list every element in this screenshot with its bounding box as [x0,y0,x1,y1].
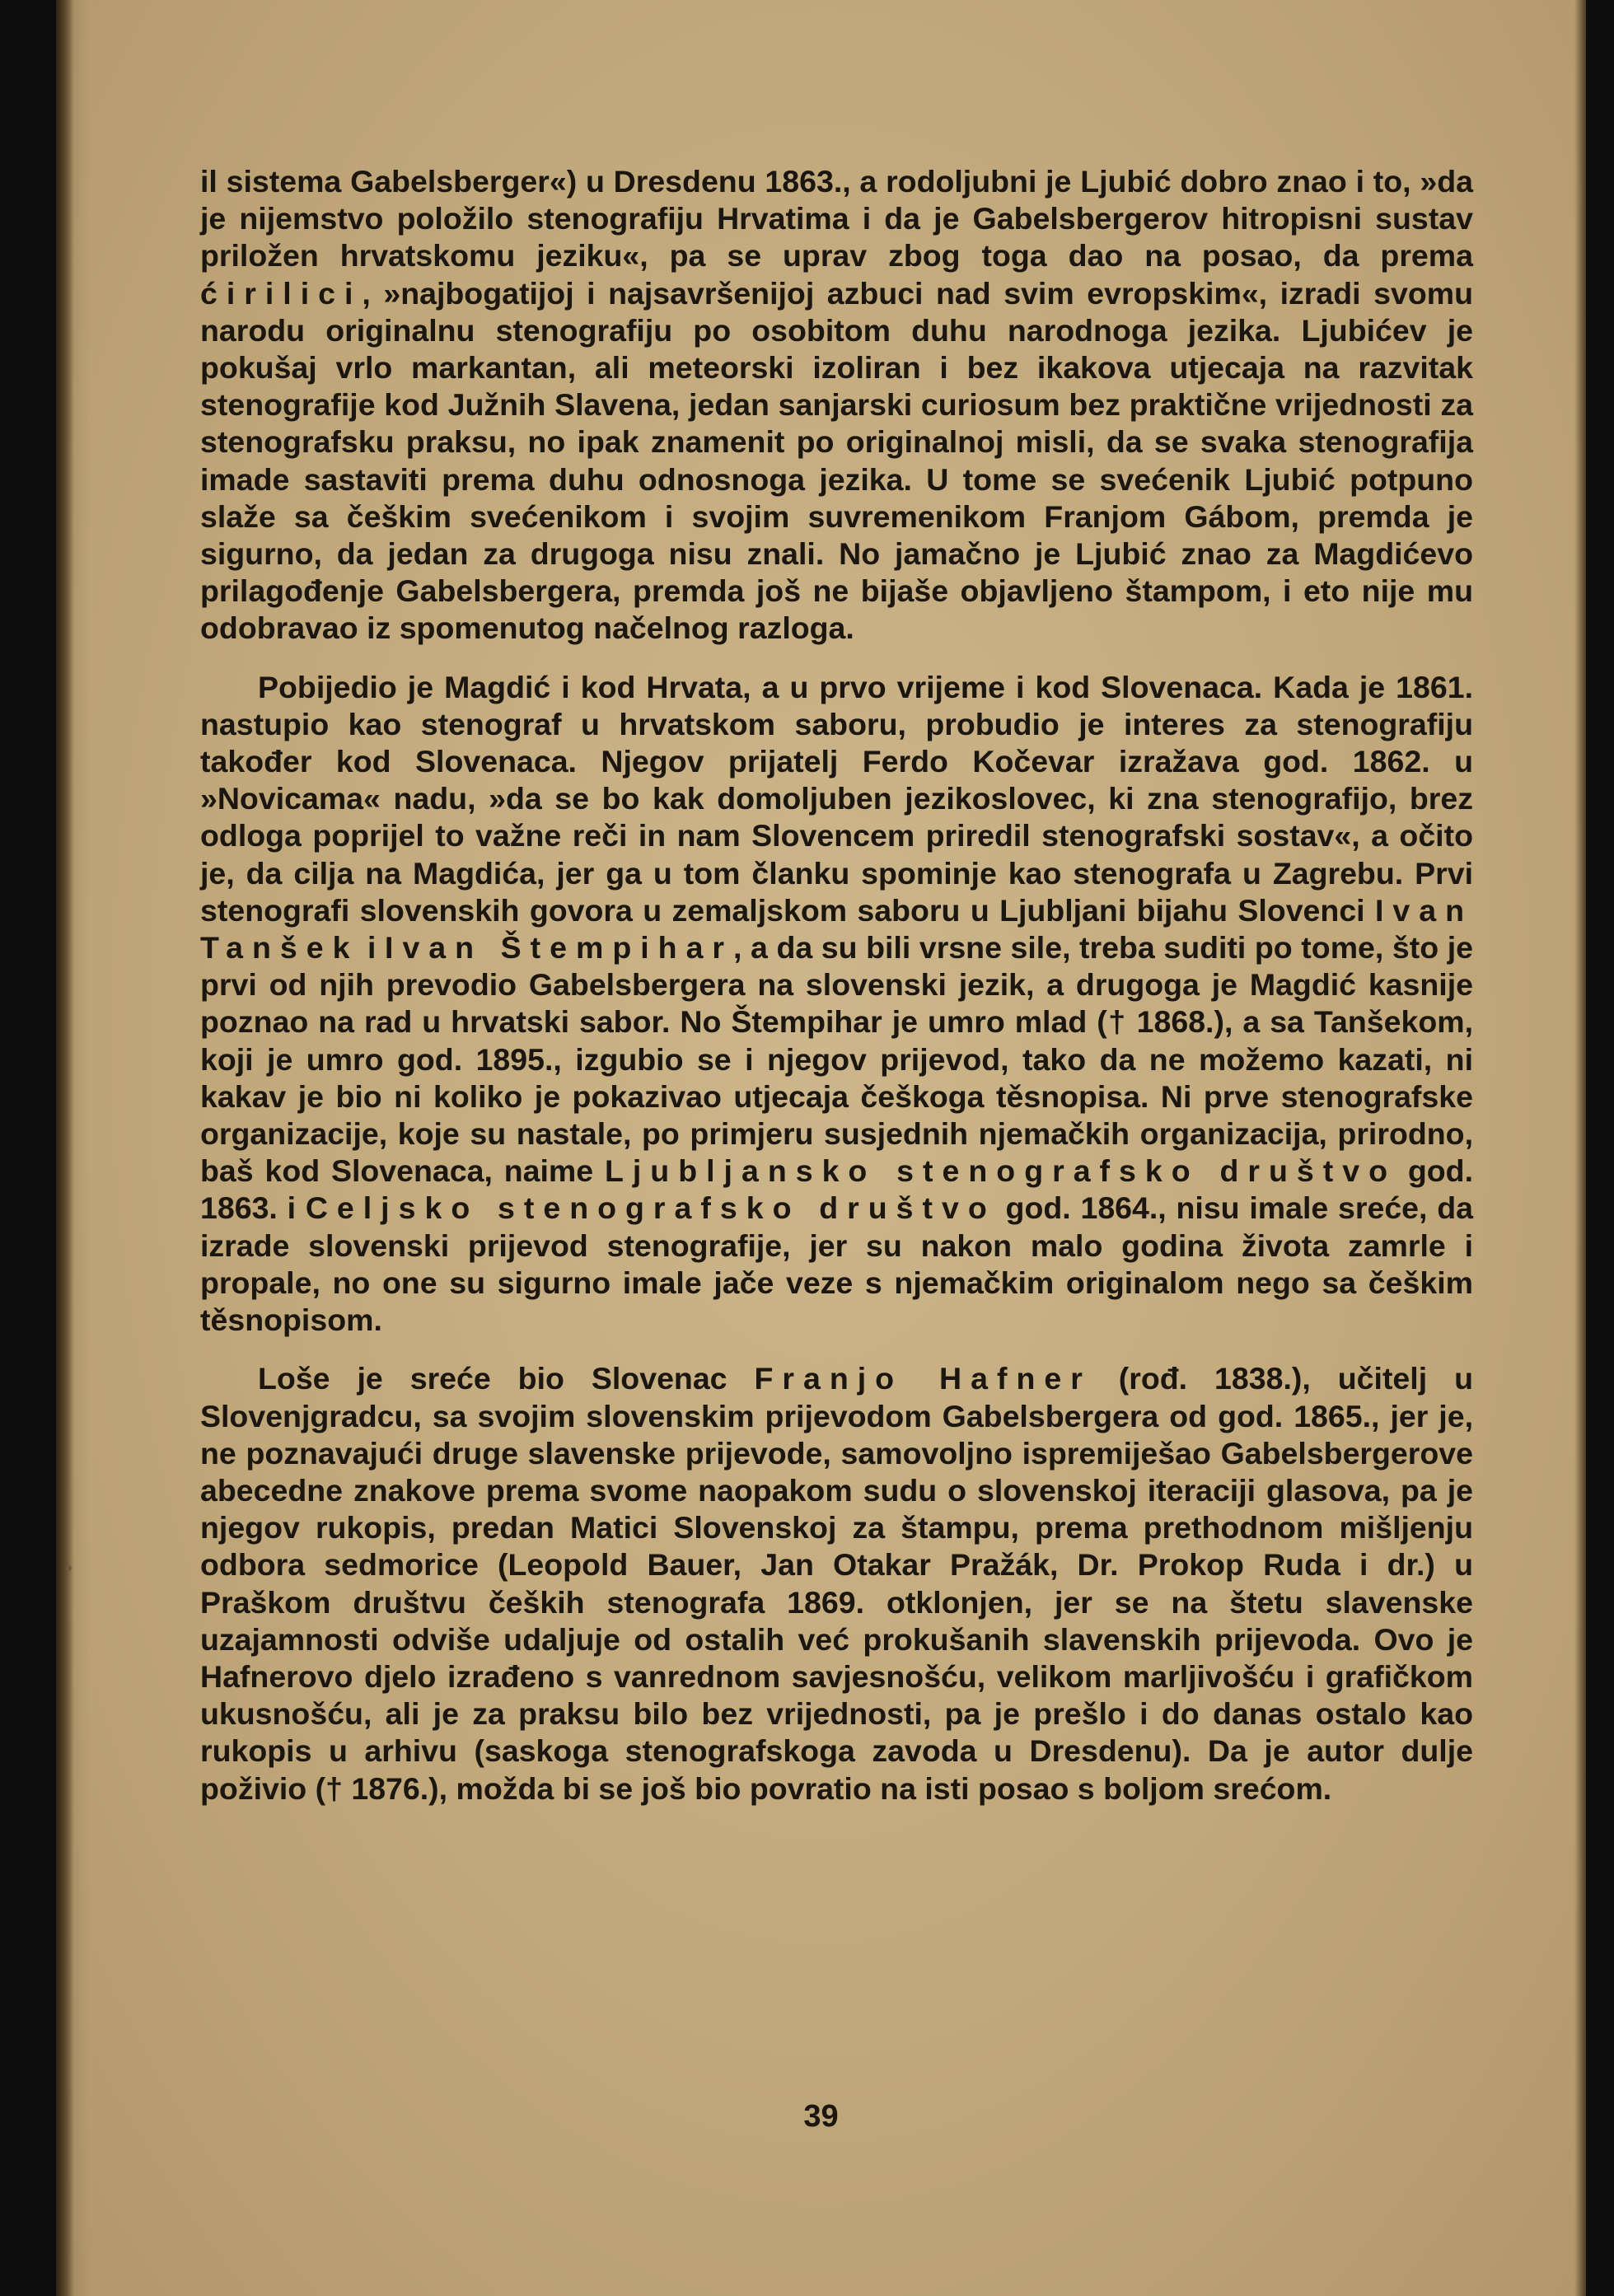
spaced-emphasis-text: ćirilici [200,275,363,311]
spaced-emphasis-text: Ivan Tanšek [200,892,1473,966]
paper-speck [66,1565,72,1571]
paragraph [200,669,1473,1340]
spaced-emphasis-text: Celjsko stenografsko društvo [305,1190,996,1226]
spaced-emphasis-text: Franjo Hafner [754,1361,1092,1396]
paragraph-text: , »najbogatijoj i najsavršenijoj azbuci nad svim evropskim«, izradi svomu narodu originalnu stenografiju po osobitom duhu narodnoga jezika. Ljubićev je pokušaj vrlo markantan, ali meteorski izoliran i bez ikakova utjecaja na razvitak stenografije kod Južnih Slavena, jedan sanjarski curiosum bez praktične vrijednosti za stenografsku praksu, no ipak znamenit po originalnoj misli, da se svaka stenografija imade sastaviti prema duhu odnosnoga jezika. U tome se svećenik Ljubić potpuno slaže sa češkim svećenikom i svojim suvremenikom Franjom Gábom, premda je sigurno, da jedan za drugoga nisu znali. No jamačno je Ljubić znao za Magdićevo prilagođenje Gabelsbergera, premda još ne bijaše objavljeno štampom, i eto nije mu odobravao iz spomenutog načelnog razloga. [200,275,1473,646]
paragraph-text: i [358,930,386,966]
spaced-emphasis-text: Ljubljansko stenografsko društvo [604,1153,1397,1189]
page-edge-shadow [1574,0,1586,2296]
paragraph-text: , a da su bili vrsne sile, treba suditi po tome, što je prvi od njih prevodio Gabelsbergera na slovenski jezik, a drugoga je Magdić kasnije poznao na rad u hrvatski sabor. No Štempihar je umro mlad († 1868.), a sa Tanšekom, koji je umro god. 1895., izgubio se i njegov prijevod, tako da ne možemo kazati, ni kakav je bio ni koliko je pokazivao utjecaja češkoga těsnopisa. Ni prve stenografske organizacije, koje su nastale, po primjeru susjednih njemačkih organizacija, prirodno, baš kod Slovenaca, naime [200,930,1473,1189]
paragraph [200,1360,1473,1807]
page-spine-shadow [56,0,74,2296]
paragraph [200,163,1473,648]
paragraph-text: Loše je sreće bio Slovenac [258,1361,755,1396]
spaced-emphasis-text: Ivan Štempihar [385,930,734,966]
paragraph-text: god. 1863. i [200,1153,1473,1226]
page-number: 39 [803,2099,839,2134]
paragraph-text: god. 1864., nisu imale sreće, da izrade slovenski prijevod stenografije, jer su nakon malo godina života zamrle i propale, no one su sigurno imale jače veze s njemačkim originalom nego sa češkim těsnopisom. [200,1190,1474,1338]
book-page [56,0,1586,2296]
paragraph-text: (rođ. 1838.), učitelj u Slovenjgradcu, sa svojim slovenskim prijevodom Gabelsbergera od god. 1865., jer je, ne poznavajući druge slavenske prijevode, samovoljno ispremiješao Gabelsbergerove abecedne znakove prema svome naopakom sudu o slovenskoj iteraciji glasova, pa je njegov rukopis, predan Matici Slovenskoj za štampu, prema prethodnom mišljenju odbora sedmorice (Leopold Bauer, Jan Otakar Pražák, Dr. Prokop Ruda i dr.) u Praškom društvu čeških stenografa 1869. otklonjen, jer se na štetu slavenske uzajamnosti odviše udaljuje od ostalih već prokušanih slavenskih prijevoda. Ovo je Hafnerovo djelo izrađeno s vanrednom savjesnošću, velikom marljivošću i grafičkom ukusnošću, ali je za praksu bilo bez vrijednosti, pa je prešlo i do danas ostalo kao rukopis u arhivu (saskoga stenografskoga zavoda u Dresdenu). Da je autor dulje poživio († 1876.), možda bi se još bio povratio na isti posao s boljom srećom. [200,1361,1473,1806]
body-text [200,163,1473,1807]
paragraph-text: Pobijedio je Magdić i kod Hrvata, a u prvo vrijeme i kod Slovenaca. Kada je 1861. nastupio kao stenograf u hrvatskom saboru, probudio je interes za stenografiju također kod Slovenaca. Njegov prijatelj Ferdo Kočevar izražava god. 1862. u »Novicama« nadu, »da se bo kak domoljuben jezikoslovec, ki zna stenografijo, brez odloga poprijel to važne reči in nam Slovencem priredil stenografski sostav«, a očito je, da cilja na Magdića, jer ga u tom članku spominje kao stenografa u Zagrebu. Prvi stenografi slovenskih govora u zemaljskom saboru u Ljubljani bijahu Slovenci [200,669,1473,928]
paragraph-text: il sistema Gabelsberger«) u Dresdenu 1863., a rodoljubni je Ljubić dobro znao i to, »da je nijemstvo položilo stenografiju Hrvatima i da je Gabelsbergerov hitropisni sustav priložen hrvatskomu jeziku«, pa se uprav zbog toga dao na posao, da prema [200,164,1473,274]
